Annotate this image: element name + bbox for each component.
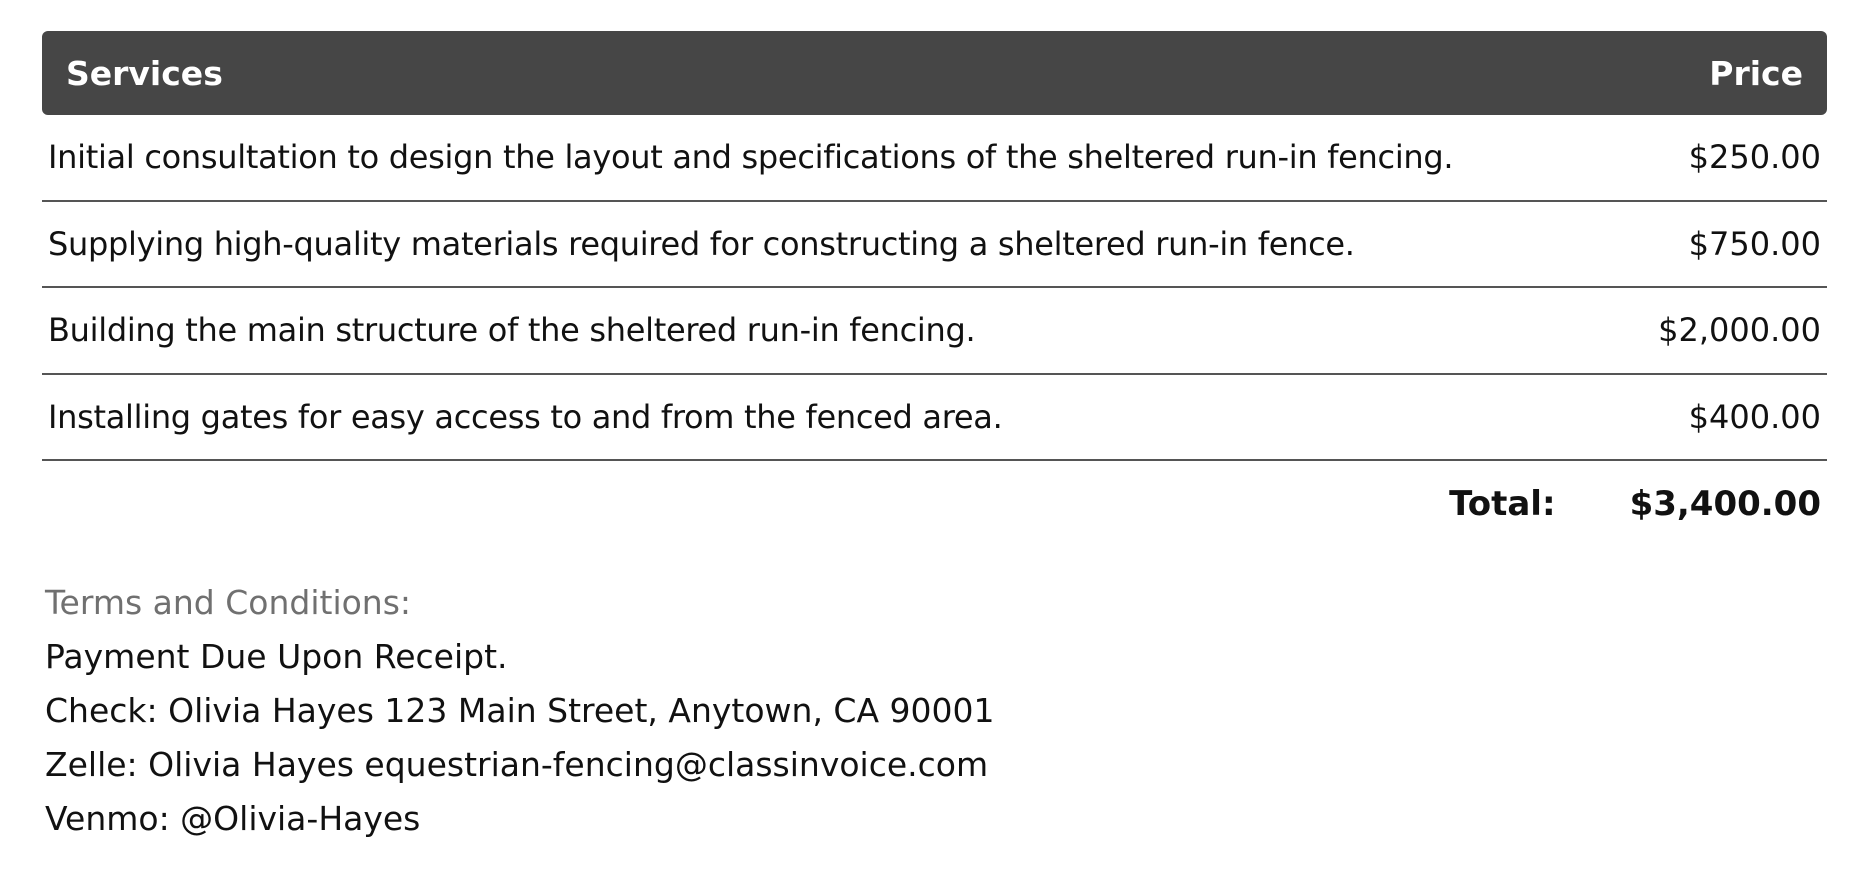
terms-title: Terms and Conditions:	[45, 583, 412, 622]
service-description: Installing gates for easy access to and from the fenced area.	[48, 397, 1003, 436]
terms-and-conditions	[45, 576, 995, 846]
services-table	[42, 31, 1827, 547]
service-price: $250.00	[1688, 138, 1821, 177]
service-description: Supplying high-quality materials required for constructing a sheltered run-in fence.	[48, 224, 1355, 263]
table-row	[42, 288, 1827, 375]
service-price: $400.00	[1688, 397, 1821, 436]
price-column-header: Price	[1709, 53, 1803, 93]
table-row	[42, 375, 1827, 462]
total-row	[42, 461, 1827, 547]
service-price: $750.00	[1688, 224, 1821, 263]
check-payment-line: Check: Olivia Hayes 123 Main Street, Anytown, CA 90001	[45, 691, 995, 730]
table-row	[42, 115, 1827, 202]
payment-terms-line: Payment Due Upon Receipt.	[45, 637, 508, 676]
total-value: $3,400.00	[1629, 484, 1821, 524]
service-description: Initial consultation to design the layout and specifications of the sheltered run-in fencing.	[48, 138, 1454, 177]
zelle-payment-line: Zelle: Olivia Hayes equestrian-fencing@classinvoice.com	[45, 745, 989, 784]
table-row	[42, 202, 1827, 289]
service-description: Building the main structure of the sheltered run-in fencing.	[48, 311, 976, 350]
table-header	[42, 31, 1827, 115]
total-label: Total:	[1449, 484, 1556, 524]
services-column-header: Services	[66, 53, 223, 93]
venmo-payment-line: Venmo: @Olivia-Hayes	[45, 799, 421, 838]
service-price: $2,000.00	[1658, 311, 1821, 350]
